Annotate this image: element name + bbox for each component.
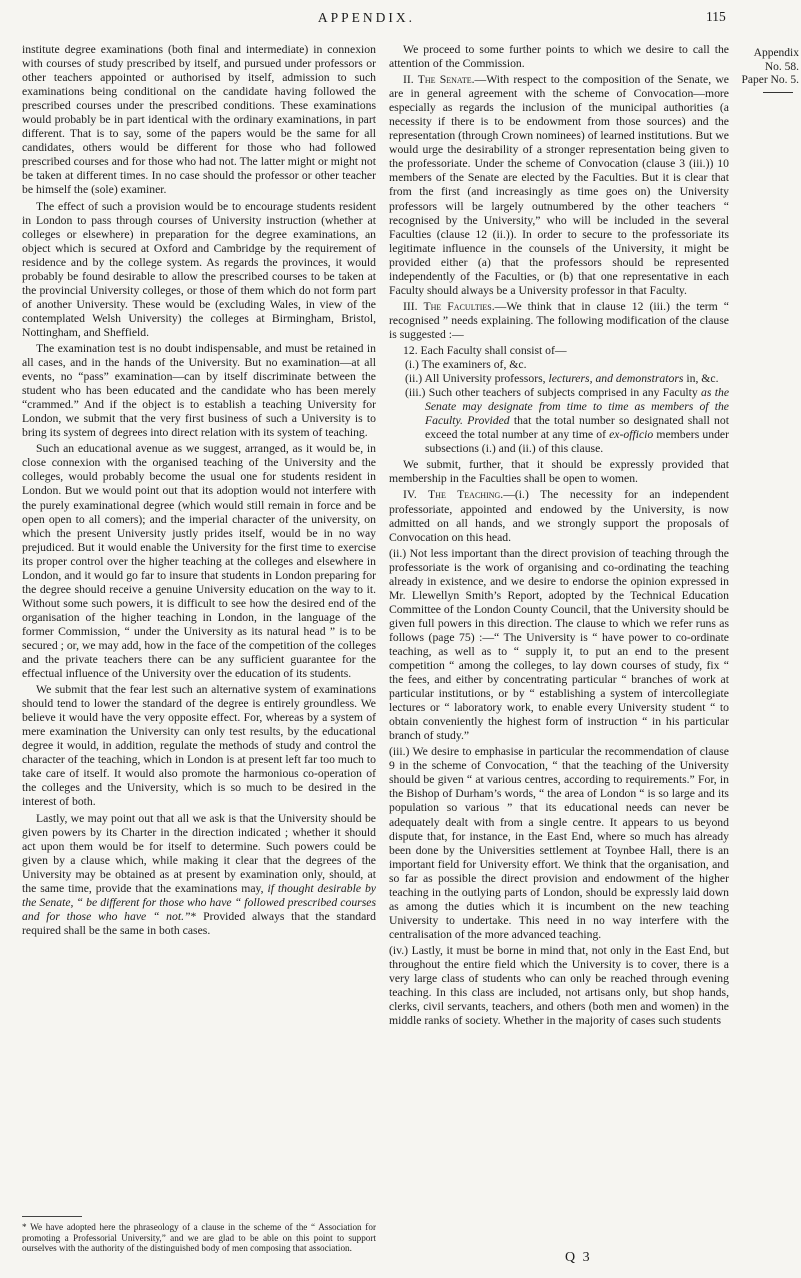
text-run: members under subsections (i.) and (ii.) of this clause. xyxy=(425,428,729,456)
footnote: * We have adopted here the phraseology of a clause in the scheme of the “ Association for promoting a Professorial University,” and we are glad to be able on this point to support ourselves with the authority of the distinguished body of men composing that association. xyxy=(22,1222,376,1254)
left-column xyxy=(22,43,376,940)
paragraph: We proceed to some further points to which we desire to call the attention of the Commission. xyxy=(389,43,729,71)
paragraph: The effect of such a provision would be to encourage students resident in London to pass through courses of University instruction (whether at colleges or elsewhere) in preparation for the degree examinations, an object which is secured at Oxford and Cambridge by the requirement of residence and by the college system. As regards the provinces, it would probably be found desirable to allow the prescribed courses to be taken at the provincial University colleges, or those of them which do not form part of another University. These would be (excluding Wales, in view of the contemplated Welsh University) the colleges at Birmingham, Bristol, Nottingham, and Sheffield. xyxy=(22,199,376,339)
text-run: that the total number so designated shall not exceed the total number at any time of xyxy=(425,414,729,442)
italic-run: as the Senate may designate from time to time as members of the Faculty. Provided xyxy=(425,386,729,428)
page-header xyxy=(0,0,801,40)
paragraph: institute degree examinations (both final and intermediate) in connexion with courses of study prescribed by itself, and pursued under professors or other teachers appointed or authorised by itself, admission to such examinations being conditional on the candidate having followed the prescribed courses under the prescribed conditions. These examinations would probably be in part identical with the ordinary examinations, in part different. That is to say, some of the papers would be the same for all candidates, others would be different for those who had followed prescribed courses and for those who had not. The latter might or might not be taken at different times. In no case should the professor or other teacher be himself the (sole) examiner. xyxy=(22,43,376,197)
paragraph: Such an educational avenue as we suggest, arranged, as it would be, in close connexion with the organised teaching of the University and the colleges, would probably become the usual one for students resident in London. But we would point out that its adoption would not interfere with the purely examinational degree (which would still remain in force and be open open to all comers); and the imperial character of the university, on which the present University justly prides itself, would be in no way prejudiced. But it would enable the University for the first time to exercise its proper control over the higher teaching at the colleges and elsewhere in London, and it would go far to insure that students in London preparing for the degree should receive a genuine University education on the way to it. Without some such powers, it is difficult to see how the desired end of the organisation of the higher teaching in London, in the language of the former Commission, “ under the University as its natural head ” is to be secured ; or, we may add, how in the face of the competition of the colleges and the private teachers there can be any sufficient guarantee for the effectual influence of the University over the education of its students. xyxy=(22,442,376,681)
text-run: Lastly, we may point out that all we ask is that the University should be given powers by its Charter in the direction indicated ; whether it should act upon them would be for itself to determine. Such powers could be given by a clause which, while making it clear that the degrees of the University may be obtained as at present by examination only, should, at the same time, provide that the examinations may, xyxy=(22,811,376,895)
list-item: (i.) The examiners of, &c. xyxy=(405,358,527,372)
paragraph: The examination test is no doubt indispensable, and must be retained in all cases, and in the hands of the University. But no examination—at all events, no “pass” examination—can by itself discriminate between the student who has been educated and the candidate who has been merely “crammed.” And if the object is to establish a teaching University for London, we submit that the very first business of such a University is to bring its system of degrees into direct relation with its system of teaching. xyxy=(22,341,376,440)
margin-note-number: No. 58. xyxy=(764,60,799,73)
list-item xyxy=(389,372,729,386)
section-senate xyxy=(389,73,729,298)
list-item xyxy=(389,386,729,456)
italic-run: ex-officio xyxy=(609,428,654,442)
right-column xyxy=(389,43,729,1030)
section-heading: III. The Faculties. xyxy=(403,299,495,313)
margin-note xyxy=(737,47,799,93)
signature-mark: Q 3 xyxy=(565,1250,592,1265)
section-faculties xyxy=(389,300,729,342)
margin-note-appendix: Appendix xyxy=(753,47,799,59)
section-teaching xyxy=(389,488,729,544)
section-body: —(i.) The necessity for an independent professoriate, appointed and endowed by the University, is now admitted on all hands, and we strongly support the proposals of Convocation on this head. xyxy=(389,488,730,544)
paragraph: We submit, further, that it should be expressly provided that membership in the Faculties shall be open to women. xyxy=(389,458,729,486)
italic-run: lecturers, and demonstrators xyxy=(548,372,684,386)
paragraph: (ii.) Not less important than the direct provision of teaching through the professoriate is the work of organising and co-ordinating the teaching already in existence, and we desire to endorse the opinion expressed in Mr. Llewellyn Smith’s Report, adopted by the Technical Education Committee of the London County Council, that the University should be given full powers in this direction. The clause to which we refer runs as follows (page 75) :—“ The University is “ have power to co-ordinate teaching, as well as to “ supply it, to put an end to the present competition “ among the colleges, to lay down courses of study, fix “ the fees, and either by concentrating particular “ branches of work at particular institutions, or by “ establishing a system of intercollegiate lectures or “ laboratory work, to enable every University student “ to obtain conveniently the highest form of instruction “ in his particular branch of study.” xyxy=(389,546,729,743)
list-item: 12. Each Faculty shall consist of— xyxy=(403,343,567,357)
text-run: in, &c. xyxy=(683,372,719,386)
margin-note-paper: Paper No. 5. xyxy=(741,74,799,86)
footnote-rule xyxy=(22,1216,82,1217)
margin-rule xyxy=(763,92,793,93)
section-body: —With respect to the composition of the Senate, we are in general agreement with the scheme of Convocation—more especially as regards the inclusion of the municipal authorities (a necessity if there is to be endowment from those sources) and the representation (through Crown nominees) of learned institutions. But we would urge the desirability of a stronger representation being given to the professoriate. Under the scheme of Convocation (clause 3 (iii.)) 10 members of the Senate are elected by the Faculties. But it is clear that from the first (and increasingly as time goes on) the University professors will be largely outnumbered by the other teachers “ recognised by the University,” who will be included in the several Faculties (clause 12 (ii.)). In order to secure to the professoriate its legitimate influence in the counsels of the University, it might be provided either (a) that the professors should be represented independently of the Faculties, or (b) that one representative in each Faculty should always be a University professor in that Faculty. xyxy=(389,73,729,297)
text-run: (iii.) Such other teachers of subjects comprised in any Faculty xyxy=(405,386,702,400)
clause-list xyxy=(389,344,729,456)
paragraph: We submit that the fear lest such an alternative system of examinations should tend to lower the standard of the degree is entirely groundless. We believe it would have the very opposite effect. For, whereas by a system of mere examination the University can only test results, by the educational degree it would, in addition, regulate the methods of study and control the character of the teaching, which in London is at present left far too much to take care of itself. It would also promote the harmonious co-operation of the colleges and the University, which is so much to be desired in the interest of both. xyxy=(22,683,376,809)
section-heading: IV. The Teaching. xyxy=(403,488,504,502)
paragraph: (iii.) We desire to emphasise in particular the recommendation of clause 9 in the scheme of Convocation, “ that the teaching of the University should be given “ at various centres, according to requirements.” For, in the Bishop of Durham’s words, “ the area of London “ is so large and its population so various ” that its educational needs can never be adequately dealt with from a single centre. It appears to us beyond dispute that, for instance, in the East End, where so much has already been done by the Universities settlement at Toynbee Hall, there is an important field for University effort. We think that the organisation, and so far as possible the direct provision and endowment of the higher teaching in the outlying parts of London, should be expressly laid down as among the duties which it is incumbent on the new teaching University to undertake. This need in no way interfere with the centralisation of the more advanced teaching. xyxy=(389,745,729,941)
paragraph xyxy=(22,812,376,938)
text-run: (ii.) All University professors, xyxy=(405,372,549,386)
section-heading: II. The Senate. xyxy=(403,73,475,87)
italic-run: if thought desirable by the Senate, “ be different for those who have “ followed prescribed courses and for those who have “ not.” xyxy=(22,881,376,923)
paragraph: (iv.) Lastly, it must be borne in mind that, not only in the East End, but throughout the entire field which the University is to cover, there is a very large class of students who can only be reached through evening teaching. In this class are included, not artisans only, but shop hands, clerks, civil servants, teachers, and others (both men and women) in the middle ranks of society. Whether in the majority of cases such students xyxy=(389,943,729,1028)
page-number: 115 xyxy=(706,9,726,24)
text-run: * Provided always that the standard required shall be the same in both cases. xyxy=(22,909,376,937)
section-body: —We think that in clause 12 (iii.) the term “ recognised ” needs explaining. The following modification of the clause is suggested :— xyxy=(389,299,729,341)
running-title: APPENDIX. xyxy=(317,10,416,25)
